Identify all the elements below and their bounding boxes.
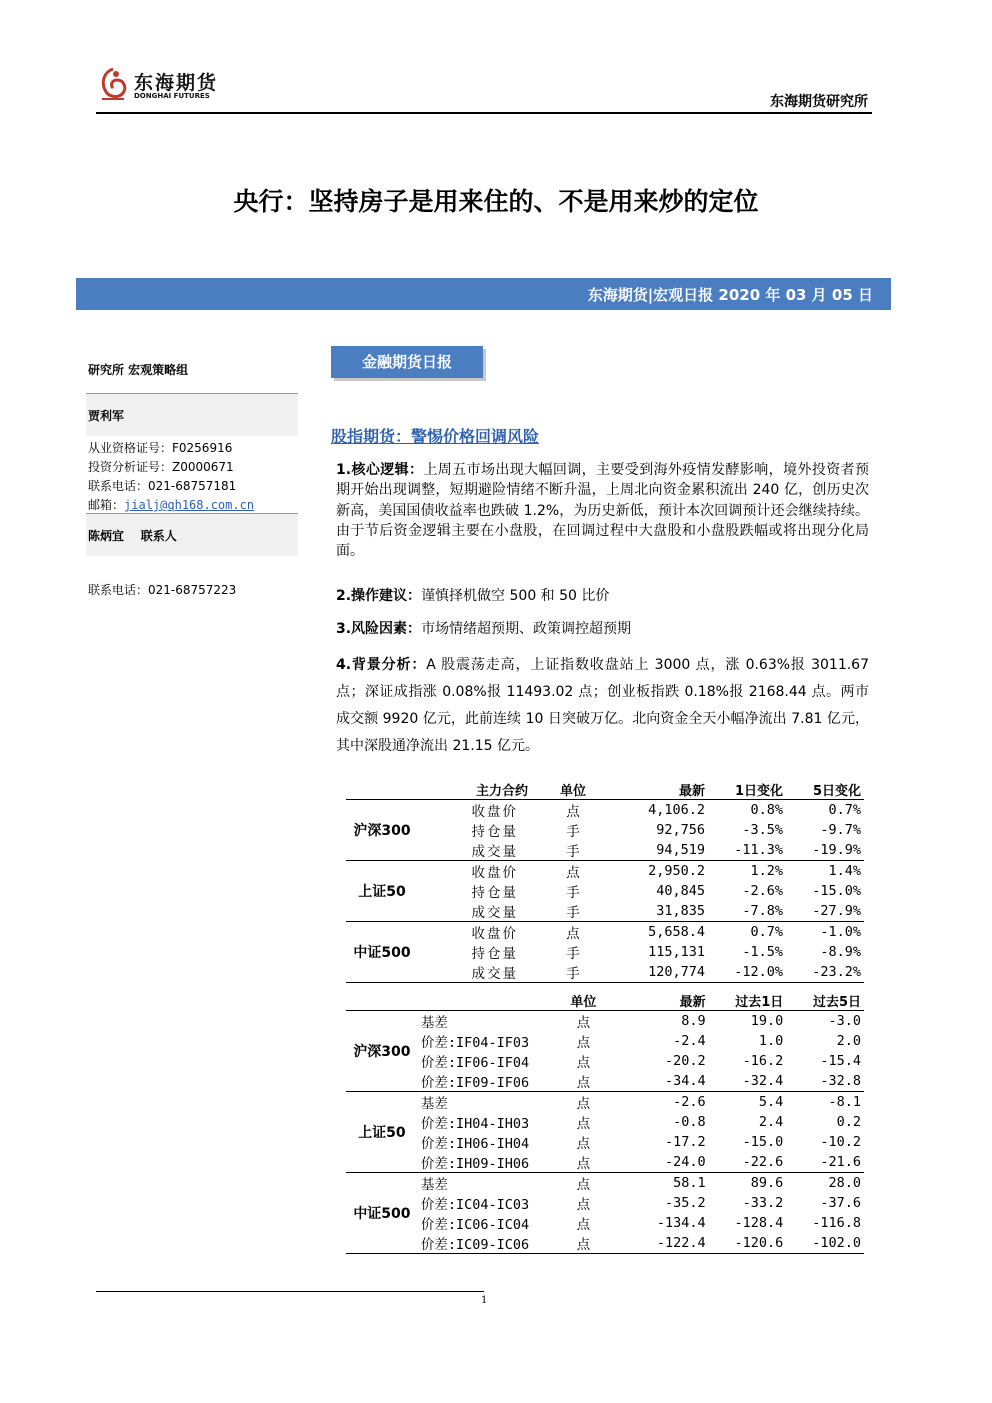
table-cell: -10.2 [820, 1134, 861, 1150]
table-cell: 点 [576, 1096, 591, 1112]
table-cell: 手 [566, 946, 580, 962]
table-cell: -37.6 [820, 1195, 861, 1211]
table-cell: 持仓量 [471, 946, 518, 962]
group-label: 沪深300 [346, 1011, 418, 1092]
core-logic-text: 上周五市场出现大幅回调，主要受到海外疫情发酵影响，境外投资者预期开始出现调整，短期避险情绪不断升温，上周北向资金累积流出 240 亿，创历史次新高，美国国债收益率也跌破 1.2%，为历史新低，预计本次回调预计还会继续持续。由于节后资金逻辑主要在小盘股，在回调过程中大盘股和小盘股跌幅或将出现分化局面。 [336, 462, 870, 560]
table-cell: -1.5% [742, 944, 783, 960]
table-cell: 1.2% [750, 863, 783, 879]
group-label: 中证500 [346, 922, 418, 983]
table-cell: 92,756 [656, 822, 705, 838]
header-cell: 过去5日 [786, 990, 864, 1011]
table-row [346, 962, 864, 983]
group-label: 中证500 [346, 1173, 418, 1254]
group-label: 沪深300 [346, 800, 418, 861]
risk-line [336, 618, 631, 638]
table-cell: 点 [566, 804, 580, 820]
header-cell: 最新 [599, 990, 708, 1011]
table-cell: 0.8% [750, 802, 783, 818]
email-link[interactable]: jialj@qh168.com.cn [124, 498, 255, 512]
table-cell: 收盘价 [471, 865, 518, 881]
table-cell: 点 [566, 926, 580, 942]
table-cell: -16.2 [742, 1053, 784, 1069]
email-line [88, 496, 254, 513]
background-label: 4.背景分析： [336, 657, 427, 673]
header-cell: 单位 [548, 779, 598, 800]
report-band [76, 278, 891, 310]
table-row [346, 840, 864, 861]
table-cell: 5,658.4 [648, 924, 705, 940]
table-cell: -20.2 [664, 1053, 706, 1069]
table-cell: 手 [548, 962, 598, 983]
table-cell: -8.9% [820, 944, 861, 960]
header-cell: 过去1日 [709, 990, 787, 1011]
table-cell: 价差:IH06-IH04 [420, 1136, 530, 1152]
core-logic-label: 1.核心逻辑： [336, 462, 424, 478]
table-cell: -15.0 [742, 1134, 784, 1150]
report-band-text: 东海期货|宏观日报 2020 年 03 月 05 日 [587, 286, 873, 304]
futures-table [346, 779, 864, 983]
table-cell: -32.4 [709, 1071, 787, 1092]
table-cell: 8.9 [681, 1013, 706, 1029]
table-cell: 2.0 [836, 1033, 861, 1049]
spread-table [346, 990, 864, 1254]
logo-text-en: DONGHAI FUTURES [134, 92, 210, 100]
table-cell: -122.4 [599, 1233, 708, 1254]
suggestion-text: 谨慎择机做空 500 和 50 比价 [421, 588, 610, 604]
table-cell: -15.4 [820, 1053, 861, 1069]
table-cell: 价差:IH09-IH06 [418, 1152, 568, 1173]
table-cell: 4,106.2 [648, 802, 705, 818]
table-cell: 基差 [420, 1096, 448, 1112]
table-cell: 基差 [420, 1015, 448, 1031]
section-title[interactable]: 股指期货：警惕价格回调风险 [331, 427, 540, 446]
table-cell: 89.6 [750, 1175, 784, 1191]
table-cell: 点 [566, 865, 580, 881]
table-cell: -11.3% [708, 840, 786, 861]
table-cell: 1.4% [828, 863, 861, 879]
table-cell: -23.2% [786, 962, 864, 983]
table-cell: -33.2 [742, 1195, 784, 1211]
footer-divider [96, 1291, 484, 1292]
table-row [346, 1011, 864, 1032]
table-cell: 点 [576, 1217, 591, 1233]
table-cell: 价差:IF06-IF04 [420, 1055, 530, 1071]
table-cell: 价差:IC04-IC03 [420, 1197, 530, 1213]
table-cell: -134.4 [656, 1215, 706, 1231]
table-cell: 手 [548, 901, 598, 922]
table-cell: 5.4 [758, 1094, 784, 1110]
table-row [346, 1031, 864, 1051]
table-cell: -21.6 [786, 1152, 864, 1173]
company-logo [96, 66, 236, 110]
table-row [346, 861, 864, 882]
risk-text: 市场情绪超预期、政策调控超预期 [421, 621, 632, 637]
email-label: 邮箱： [88, 498, 125, 512]
table-cell: 基差 [420, 1177, 448, 1193]
group-label: 上证50 [346, 1092, 418, 1173]
table-cell: -0.8 [673, 1114, 706, 1130]
table-cell: -35.2 [664, 1195, 706, 1211]
table-cell: 持仓量 [471, 824, 518, 840]
table-cell: -17.2 [664, 1134, 706, 1150]
table-row [346, 1152, 864, 1173]
table-cell: -120.6 [709, 1233, 787, 1254]
table-cell: -9.7% [820, 822, 861, 838]
table-row [346, 1092, 864, 1113]
table-cell: 点 [576, 1035, 591, 1051]
table-cell: 价差:IF09-IF06 [418, 1071, 568, 1092]
core-logic-paragraph [336, 460, 869, 561]
header-cell: 主力合约 [418, 779, 548, 800]
dept-label: 研究所 宏观策略组 [88, 363, 189, 377]
table-cell: 2.4 [758, 1114, 784, 1130]
header-cell-empty [346, 990, 418, 1011]
table-cell: -27.9% [786, 901, 864, 922]
institute-name: 东海期货研究所 [770, 94, 868, 110]
table-cell: 40,845 [656, 883, 705, 899]
header-cell: 1日变化 [708, 779, 786, 800]
background-paragraph [336, 652, 869, 760]
table-cell: 手 [566, 824, 580, 840]
table-cell: 31,835 [598, 901, 708, 922]
table-header-row [346, 779, 864, 800]
page-title: 央行：坚持房子是用来住的、不是用来炒的定位 [233, 187, 759, 216]
header-cell: 最新 [598, 779, 708, 800]
table-cell: 0.7% [828, 802, 861, 818]
header-cell: 5日变化 [786, 779, 864, 800]
table-cell: -2.6% [742, 883, 783, 899]
table-cell: 2,950.2 [648, 863, 705, 879]
table-cell: 价差:IF04-IF03 [420, 1035, 530, 1051]
table-cell: -15.0% [812, 883, 861, 899]
table-row [346, 1071, 864, 1092]
table-cell: -116.8 [812, 1215, 861, 1231]
background-text: A 股震荡走高，上证指数收盘站上 3000 点，涨 0.63%报 3011.67 点；深证成指涨 0.08%报 11493.02 点；创业板指跌 0.18%报 2168.44 点。两市成交额 9920 亿元，此前连续 10 日突破万亿。北向资金全天小幅净流出 7.81 亿元，其中深股通净流出 21.15 亿元。 [336, 657, 869, 754]
header-cell: 单位 [567, 990, 599, 1011]
table-row [346, 1132, 864, 1152]
table-cell: -19.9% [786, 840, 864, 861]
table-row [346, 942, 864, 962]
table-cell: 价差:IC09-IC06 [418, 1233, 568, 1254]
table-cell: 成交量 [418, 901, 548, 922]
table-cell: -12.0% [708, 962, 786, 983]
table-cell: -3.5% [742, 822, 783, 838]
table-cell: -7.8% [708, 901, 786, 922]
group-label: 上证50 [346, 861, 418, 922]
invest-number: 投资分析证号：Z0000671 [88, 460, 234, 474]
table-cell: 手 [548, 840, 598, 861]
table-cell: 点 [576, 1177, 591, 1193]
page-number: 1 [481, 1295, 488, 1306]
table-cell: 点 [576, 1055, 591, 1071]
table-cell: 94,519 [598, 840, 708, 861]
table-cell: -3.0 [828, 1013, 861, 1029]
suggestion-line [336, 585, 609, 605]
table-header-row [346, 990, 864, 1011]
report-tag: 金融期货日报 [331, 346, 483, 378]
table-cell: -34.4 [599, 1071, 708, 1092]
table-cell: 成交量 [418, 840, 548, 861]
table-cell: 点 [576, 1015, 591, 1031]
author2-name: 陈炳宜 联系人 [88, 529, 177, 543]
table-cell: -8.1 [828, 1094, 861, 1110]
dragon-logo-icon [96, 66, 130, 106]
logo-text-cn: 东海期货 [134, 72, 219, 94]
table-cell: 价差:IC06-IC04 [420, 1217, 530, 1233]
table-row [346, 800, 864, 821]
table-row [346, 881, 864, 901]
table-row [346, 1173, 864, 1194]
table-row [346, 901, 864, 922]
table-row [346, 1213, 864, 1233]
phone2: 联系电话：021-68757223 [88, 583, 237, 597]
author1-name: 贾利军 [88, 409, 125, 423]
risk-label: 3.风险因素： [336, 621, 422, 637]
table-cell: -102.0 [786, 1233, 864, 1254]
table-cell: 点 [567, 1152, 599, 1173]
header-cell-empty [418, 990, 568, 1011]
phone1: 联系电话：021-68757181 [88, 479, 237, 493]
table-cell: 0.2 [836, 1114, 861, 1130]
table-cell: -1.0% [820, 924, 861, 940]
table-cell: 1.0 [758, 1033, 784, 1049]
table-cell: 点 [567, 1233, 599, 1254]
table-cell: 点 [576, 1116, 591, 1132]
qual-number: 从业资格证号：F0256916 [88, 441, 233, 455]
table-row [346, 1233, 864, 1254]
table-row [346, 1051, 864, 1071]
table-cell: -24.0 [599, 1152, 708, 1173]
table-cell: 手 [566, 885, 580, 901]
table-cell: -32.8 [786, 1071, 864, 1092]
table-row [346, 922, 864, 943]
table-cell: 点 [576, 1197, 591, 1213]
suggestion-label: 2.操作建议： [336, 588, 422, 604]
table-cell: -2.6 [673, 1094, 706, 1110]
table-cell: -2.4 [673, 1033, 706, 1049]
table-row [346, 820, 864, 840]
table-cell: -22.6 [709, 1152, 787, 1173]
header-cell-empty [346, 779, 418, 800]
table-cell: 持仓量 [471, 885, 518, 901]
table-cell: 点 [567, 1071, 599, 1092]
table-cell: 成交量 [418, 962, 548, 983]
table-cell: 收盘价 [471, 804, 518, 820]
table-cell: 收盘价 [471, 926, 518, 942]
table-cell: 115,131 [648, 944, 705, 960]
table-cell: 0.7% [750, 924, 783, 940]
table-cell: 点 [576, 1136, 591, 1152]
table-cell: 58.1 [673, 1175, 706, 1191]
table-cell: 120,774 [598, 962, 708, 983]
table-cell: 19.0 [750, 1013, 784, 1029]
table-row [346, 1112, 864, 1132]
table-cell: 28.0 [828, 1175, 861, 1191]
table-cell: -128.4 [734, 1215, 784, 1231]
table-row [346, 1193, 864, 1213]
header-divider [96, 112, 872, 114]
table-cell: 价差:IH04-IH03 [420, 1116, 530, 1132]
